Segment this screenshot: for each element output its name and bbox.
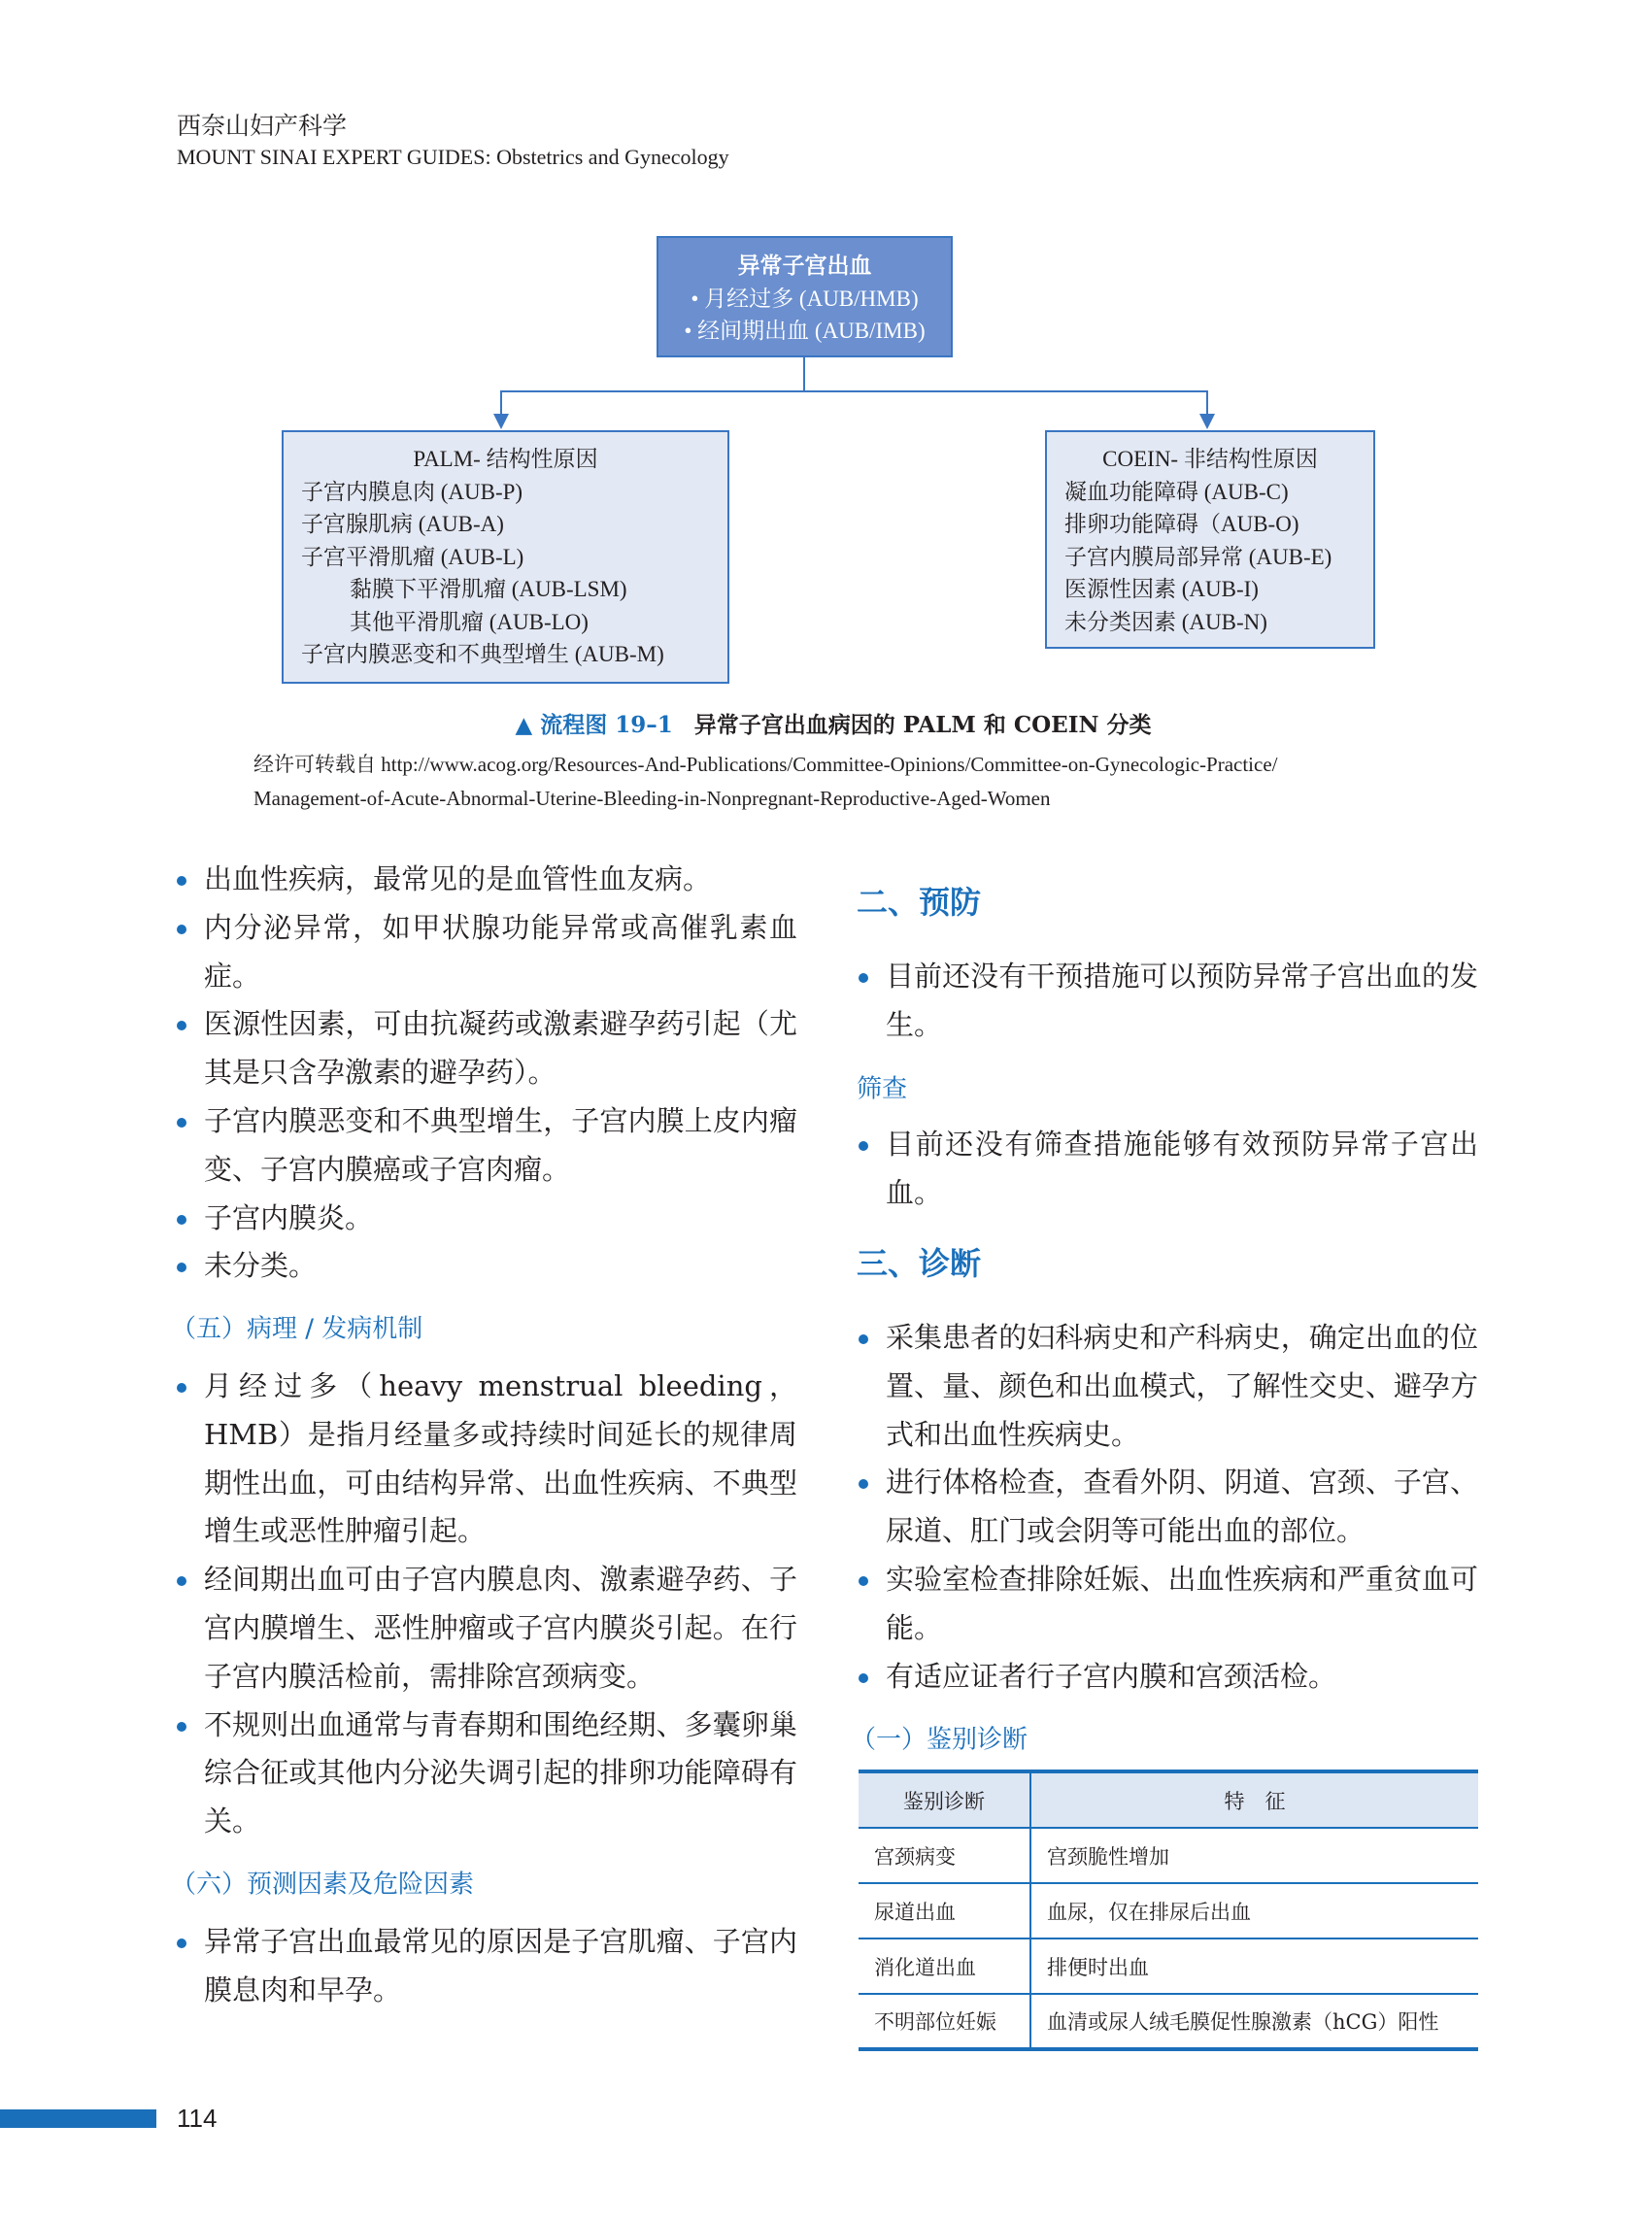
list-text: 出血性疾病，最常见的是血管性血友病。: [204, 862, 712, 895]
bullet-icon: [177, 1576, 186, 1586]
page-number: 114: [177, 2104, 218, 2133]
table-cell: 宫颈病变: [859, 1828, 1030, 1883]
table-row: [859, 1994, 1478, 2049]
bullet-icon: [177, 1938, 186, 1948]
list-item: [177, 1363, 797, 1556]
list-text: 采集患者的妇科病史和产科病史，确定出血的位置、量、颜色和出血模式，了解性交史、避孕方式和出血性疾病史。: [886, 1321, 1478, 1451]
list-text: 目前还没有干预措施可以预防异常子宫出血的发生。: [886, 960, 1478, 1041]
caption-text: 异常子宫出血病因的 PALM 和 COEIN 分类: [693, 712, 1152, 738]
pathology-list: [177, 1363, 797, 1846]
bullet-icon: [177, 1021, 186, 1030]
bullet-icon: [859, 1673, 868, 1683]
prevention-list: [859, 953, 1478, 1050]
list-text: 有适应证者行子宫内膜和宫颈活检。: [886, 1659, 1337, 1693]
list-text: 进行体格检查，查看外阴、阴道、宫颈、子宫、尿道、肛门或会阴等可能出血的部位。: [886, 1466, 1478, 1548]
palm-item: 子宫平滑肌瘤 (AUB-L): [301, 544, 524, 569]
list-text: 不规则出血通常与青春期和围绝经期、多囊卵巢综合征或其他内分泌失调引起的排卵功能障碍有关。: [204, 1707, 797, 1838]
table-header: 特 征: [1030, 1771, 1478, 1828]
bullet-icon: [177, 1118, 186, 1128]
reprint-line: Management-of-Acute-Abnormal-Uterine-Bleeding-in-Nonpregnant-Reproductive-Aged-Women: [253, 787, 1051, 810]
book-title-en: MOUNT SINAI EXPERT GUIDES: Obstetrics and Gynecology: [177, 145, 729, 169]
bullet-icon: [859, 1576, 868, 1586]
list-text: 月经过多（heavy menstrual bleeding，HMB）是指月经量多或持续时间延长的规律周期性出血，可由结构异常、出血性疾病、不典型增生或恶性肿瘤引起。: [204, 1369, 797, 1548]
bullet-icon: [859, 1334, 868, 1344]
bullet-icon: [177, 876, 186, 886]
list-item: [177, 1556, 797, 1701]
flowchart-palm-box: [282, 430, 729, 684]
table-row: [859, 1828, 1478, 1883]
section-heading-diagnosis: 三、诊断: [857, 1245, 982, 1282]
list-item: [859, 1459, 1478, 1556]
table-row: [859, 1883, 1478, 1938]
table-cell: 不明部位妊娠: [859, 1994, 1030, 2049]
list-text: 异常子宫出血最常见的原因是子宫肌瘤、子宫内膜息肉和早孕。: [204, 1925, 797, 2006]
page-number-bar: [0, 2109, 156, 2128]
flowchart-top-title: 异常子宫出血: [737, 253, 872, 278]
list-item: [177, 1242, 797, 1291]
flowchart-top-item: • 月经过多 (AUB/HMB): [691, 286, 919, 311]
connector-line: [501, 390, 1208, 392]
flowchart-top-box: [657, 236, 953, 357]
list-item: [177, 904, 797, 1001]
list-text: 子宫内膜炎。: [204, 1200, 374, 1234]
diagnosis-list: [859, 1314, 1478, 1701]
risk-list: [177, 1918, 797, 2015]
palm-item: 黏膜下平滑肌瘤 (AUB-LSM): [350, 577, 627, 601]
list-text: 医源性因素，可由抗凝药或激素避孕药引起（尤其是只含孕激素的避孕药）。: [204, 1007, 797, 1090]
coein-title: COEIN- 非结构性原因: [1102, 447, 1318, 471]
table-cell: 血尿，仅在排尿后出血: [1030, 1883, 1478, 1938]
palm-item: 其他平滑肌瘤 (AUB-LO): [350, 609, 589, 634]
palm-item: 子宫内膜恶变和不典型增生 (AUB-M): [301, 642, 664, 666]
palm-title: PALM- 结构性原因: [413, 447, 598, 471]
table-header-row: [859, 1771, 1478, 1828]
differential-diagnosis-table: [859, 1770, 1478, 2051]
bullet-icon: [177, 1215, 186, 1225]
list-item: [177, 1195, 797, 1243]
arrow-down-icon: [493, 414, 509, 429]
table-row: [859, 1938, 1478, 1994]
connector-line: [803, 357, 805, 392]
table-cell: 血清或尿人绒毛膜促性腺激素（hCG）阳性: [1030, 1994, 1478, 2049]
caption-label: ▲ 流程图 19–1: [515, 712, 673, 738]
table-cell: 尿道出血: [859, 1883, 1030, 1938]
bullet-icon: [859, 973, 868, 983]
bullet-icon: [177, 1383, 186, 1393]
arrow-down-icon: [1199, 414, 1215, 429]
list-text: 未分类。: [204, 1249, 318, 1283]
list-item: [859, 1653, 1478, 1702]
list-item: [177, 1000, 797, 1097]
list-item: [859, 1314, 1478, 1459]
list-item: [859, 953, 1478, 1050]
book-title-cn: 西奈山妇产科学: [177, 112, 348, 140]
coein-item: 凝血功能障碍 (AUB-C): [1064, 479, 1289, 504]
section-heading-risk-factors: （六）预测因素及危险因素: [171, 1870, 475, 1900]
section-heading-differential: （一）鉴别诊断: [851, 1725, 1028, 1755]
list-text: 内分泌异常，如甲状腺功能异常或高催乳素血症。: [204, 910, 797, 993]
coein-item: 排卵功能障碍（AUB-O): [1064, 512, 1299, 536]
bullet-icon: [859, 1141, 868, 1151]
list-item: [859, 1556, 1478, 1653]
list-item: [177, 1097, 797, 1195]
palm-item: 子宫内膜息肉 (AUB-P): [301, 479, 523, 504]
coein-item: 子宫内膜局部异常 (AUB-E): [1064, 544, 1332, 569]
bullet-icon: [177, 925, 186, 934]
coein-item: 医源性因素 (AUB-I): [1064, 577, 1259, 601]
list-item: [177, 1702, 797, 1846]
list-text: 目前还没有筛查措施能够有效预防异常子宫出血。: [886, 1128, 1478, 1209]
list-item: [177, 1918, 797, 2015]
section-heading-pathology: （五）病理 / 发病机制: [171, 1314, 423, 1344]
coein-item: 未分类因素 (AUB-N): [1064, 609, 1267, 634]
bullet-icon: [859, 1479, 868, 1489]
table-cell: 消化道出血: [859, 1938, 1030, 1994]
palm-item: 子宫腺肌病 (AUB-A): [301, 512, 504, 536]
screening-list: [859, 1121, 1478, 1218]
cause-list: [177, 856, 797, 1291]
table-cell: 排便时出血: [1030, 1938, 1478, 1994]
section-heading-screening: 筛查: [857, 1074, 908, 1104]
reprint-line: 经许可转载自 http://www.acog.org/Resources-And-Publications/Committee-Opinions/Committee-on-Gynecologic-Practice/: [253, 753, 1278, 776]
list-text: 实验室检查排除妊娠、出血性疾病和严重贫血可能。: [886, 1562, 1478, 1644]
figure-caption: [0, 707, 1652, 739]
table-cell: 宫颈脆性增加: [1030, 1828, 1478, 1883]
list-text: 子宫内膜恶变和不典型增生，子宫内膜上皮内瘤变、子宫内膜癌或子宫肉瘤。: [204, 1103, 797, 1186]
bullet-icon: [177, 1263, 186, 1272]
list-item: [859, 1121, 1478, 1218]
flowchart-coein-box: [1045, 430, 1375, 649]
bullet-icon: [177, 1722, 186, 1732]
list-text: 经间期出血可由子宫内膜息肉、激素避孕药、子宫内膜增生、恶性肿瘤或子宫内膜炎引起。在行子宫内膜活检前，需排除宫颈病变。: [204, 1563, 797, 1693]
list-item: [177, 856, 797, 904]
reprint-note: [253, 748, 1419, 816]
flowchart-top-item: • 经间期出血 (AUB/IMB): [684, 319, 926, 343]
table-header: 鉴别诊断: [859, 1771, 1030, 1828]
section-heading-prevention: 二、预防: [857, 884, 982, 921]
